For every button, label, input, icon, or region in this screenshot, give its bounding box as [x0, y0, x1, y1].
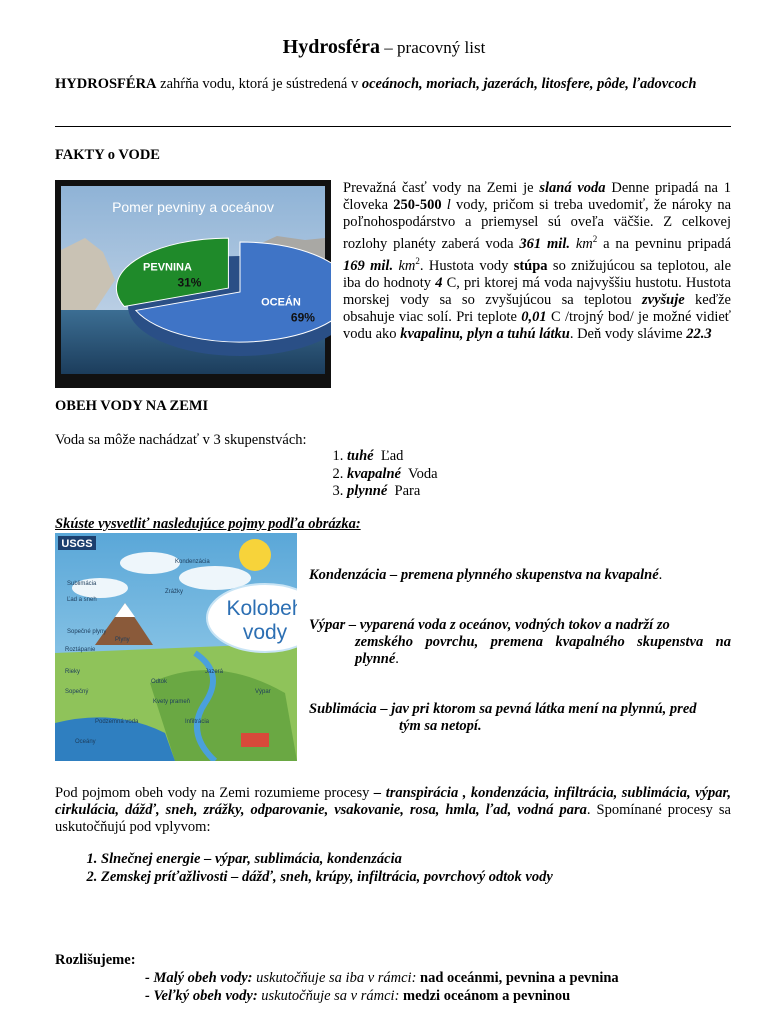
- task-heading: Skúste vysvetliť nasledujúce pojmy podľa obrázka:: [55, 516, 361, 532]
- distinguish-heading: Rozlišujeme:: [55, 952, 136, 968]
- title-sub: – pracovný list: [380, 38, 486, 57]
- house-icon: [241, 733, 269, 747]
- pie-value-label: 69%: [290, 310, 315, 325]
- illustration-label: Odtok: [151, 679, 168, 685]
- illustration-title-1: Kolobeh: [226, 597, 297, 620]
- processes-paragraph: Pod pojmom obeh vody na Zemi rozumieme procesy – transpirácia , kondenzácia, infiltrácia, sublimácia, výpar, cirkulácia, dážď, sneh, zrážky, odparovanie, vsakovanie, rosa, hmla, ľad, vodná para. Spomínané procesy sa uskutočňujú pod vplyvom:: [55, 785, 731, 835]
- illustration-label: Kvety prameň: [153, 699, 191, 705]
- sun-icon: [239, 539, 271, 571]
- water-cycle-image: [55, 533, 297, 761]
- pie-value-label: 31%: [177, 275, 202, 290]
- water-cycle-illustration: [55, 533, 297, 761]
- illustration-label: Výpar: [255, 689, 271, 695]
- intro-paragraph: [55, 75, 731, 93]
- pie-category-label: OCEÁN: [261, 296, 301, 309]
- title-main: Hydrosféra: [282, 36, 381, 58]
- illustration-label: Roztápanie: [65, 647, 96, 653]
- illustration-label: Plyny: [115, 637, 130, 643]
- intro-text: zahŕňa vodu, ktorá je sústredená v: [156, 76, 362, 92]
- state-item: 2. kvapalné Voda: [347, 466, 438, 484]
- processes-list: [55, 851, 731, 886]
- illustration-label: Ľad a sneh: [67, 597, 97, 603]
- distinguish-row: - Veľký obeh vody: uskutočňuje sa v rámci: medzi oceánom a pevninou: [145, 988, 571, 1004]
- illustration-label: Sopečný: [65, 689, 89, 695]
- illustration-title-2: vody: [242, 621, 288, 644]
- process-item: 2. Zemskej príťažlivosti – dážď, sneh, krúpy, infiltrácia, povrchový odtok vody: [101, 869, 731, 887]
- illustration-label: Kondenzácia: [175, 559, 210, 565]
- pie-chart: [55, 180, 331, 388]
- illustration-label: Rieky: [65, 669, 81, 675]
- chart-title: Pomer pevniny a oceánov: [112, 199, 274, 215]
- definition-condensation: Kondenzácia – premena plynného skupenstva na kvapalné.: [309, 567, 663, 583]
- pie-category-label: PEVNINA: [143, 261, 192, 274]
- states-list: [327, 448, 438, 501]
- facts-paragraph: Prevažná časť vody na Zemi je slaná voda Denne pripadá na 1 človeka 250-500 l vody, pričom si treba uvedomiť, že nároky na poľnohospodárstvo a priemysel sú oveľa väčšie. Z celkovej rozlohy planéty zaberá voda 361 mil. $km^2$ a na pevninu pripadá 169 mil. $km^2$. Hustota vody stúpa so znižujúcou sa teplotou, ale iba do hodnoty 4 C, pri ktorej má voda najvyššiu hustotu. Hustota morskej vody sa so zvyšujúcou sa teplotou zvyšuje keďže obsahuje viac solí. Pri teplote 0,01 C /trojný bod/ je možné vidieť vodu ako kvapalinu, plyn a tuhú látku. Deň vody slávime 22.3: [343, 180, 732, 342]
- illustration-label: Jazerá: [205, 669, 224, 675]
- state-item: 1. tuhé Ľad: [347, 448, 438, 466]
- states-intro: Voda sa môže nachádzať v 3 skupenstvách:: [55, 432, 307, 448]
- usgs-logo: USGS: [61, 538, 93, 550]
- intro-lead: HYDROSFÉRA: [55, 76, 157, 92]
- illustration-label: Oceány: [75, 739, 96, 745]
- illustration-label: Sopečné plyny: [67, 629, 107, 635]
- illustration-label: Zrážky: [165, 589, 183, 595]
- definition-sublimation: Sublimácia – jav pri ktorom sa pevná látka mení na plynnú, pred tým sa netopí.: [309, 701, 697, 734]
- process-item: 1. Slnečnej energie – výpar, sublimácia, kondenzácia: [101, 851, 731, 869]
- cloud-icon: [120, 552, 180, 574]
- distinguish-row: - Malý obeh vody: uskutočňuje sa iba v rámci: nad oceánmi, pevnina a pevnina: [145, 970, 619, 986]
- facts-heading: FAKTY o VODE: [55, 147, 160, 163]
- cycle-heading: OBEH VODY NA ZEMI: [55, 398, 209, 414]
- distinguish-list: [145, 969, 731, 1005]
- page-title: [0, 36, 768, 59]
- intro-places: oceánoch, moriach, jazerách, litosfere, pôde, ľadovcoch: [361, 76, 697, 92]
- illustration-label: Sublimácia: [67, 581, 97, 587]
- illustration-label: Infiltrácia: [185, 719, 210, 725]
- pie-chart-image: [55, 180, 331, 388]
- illustration-label: Podzemná voda: [95, 719, 139, 725]
- divider: [55, 126, 731, 127]
- definition-evaporation: Výpar – vyparená voda z oceánov, vodných tokov a nadrží zo zemského povrchu, premena kvapalného skupenstva na plynné.: [309, 617, 731, 667]
- state-item: 3. plynné Para: [347, 483, 438, 501]
